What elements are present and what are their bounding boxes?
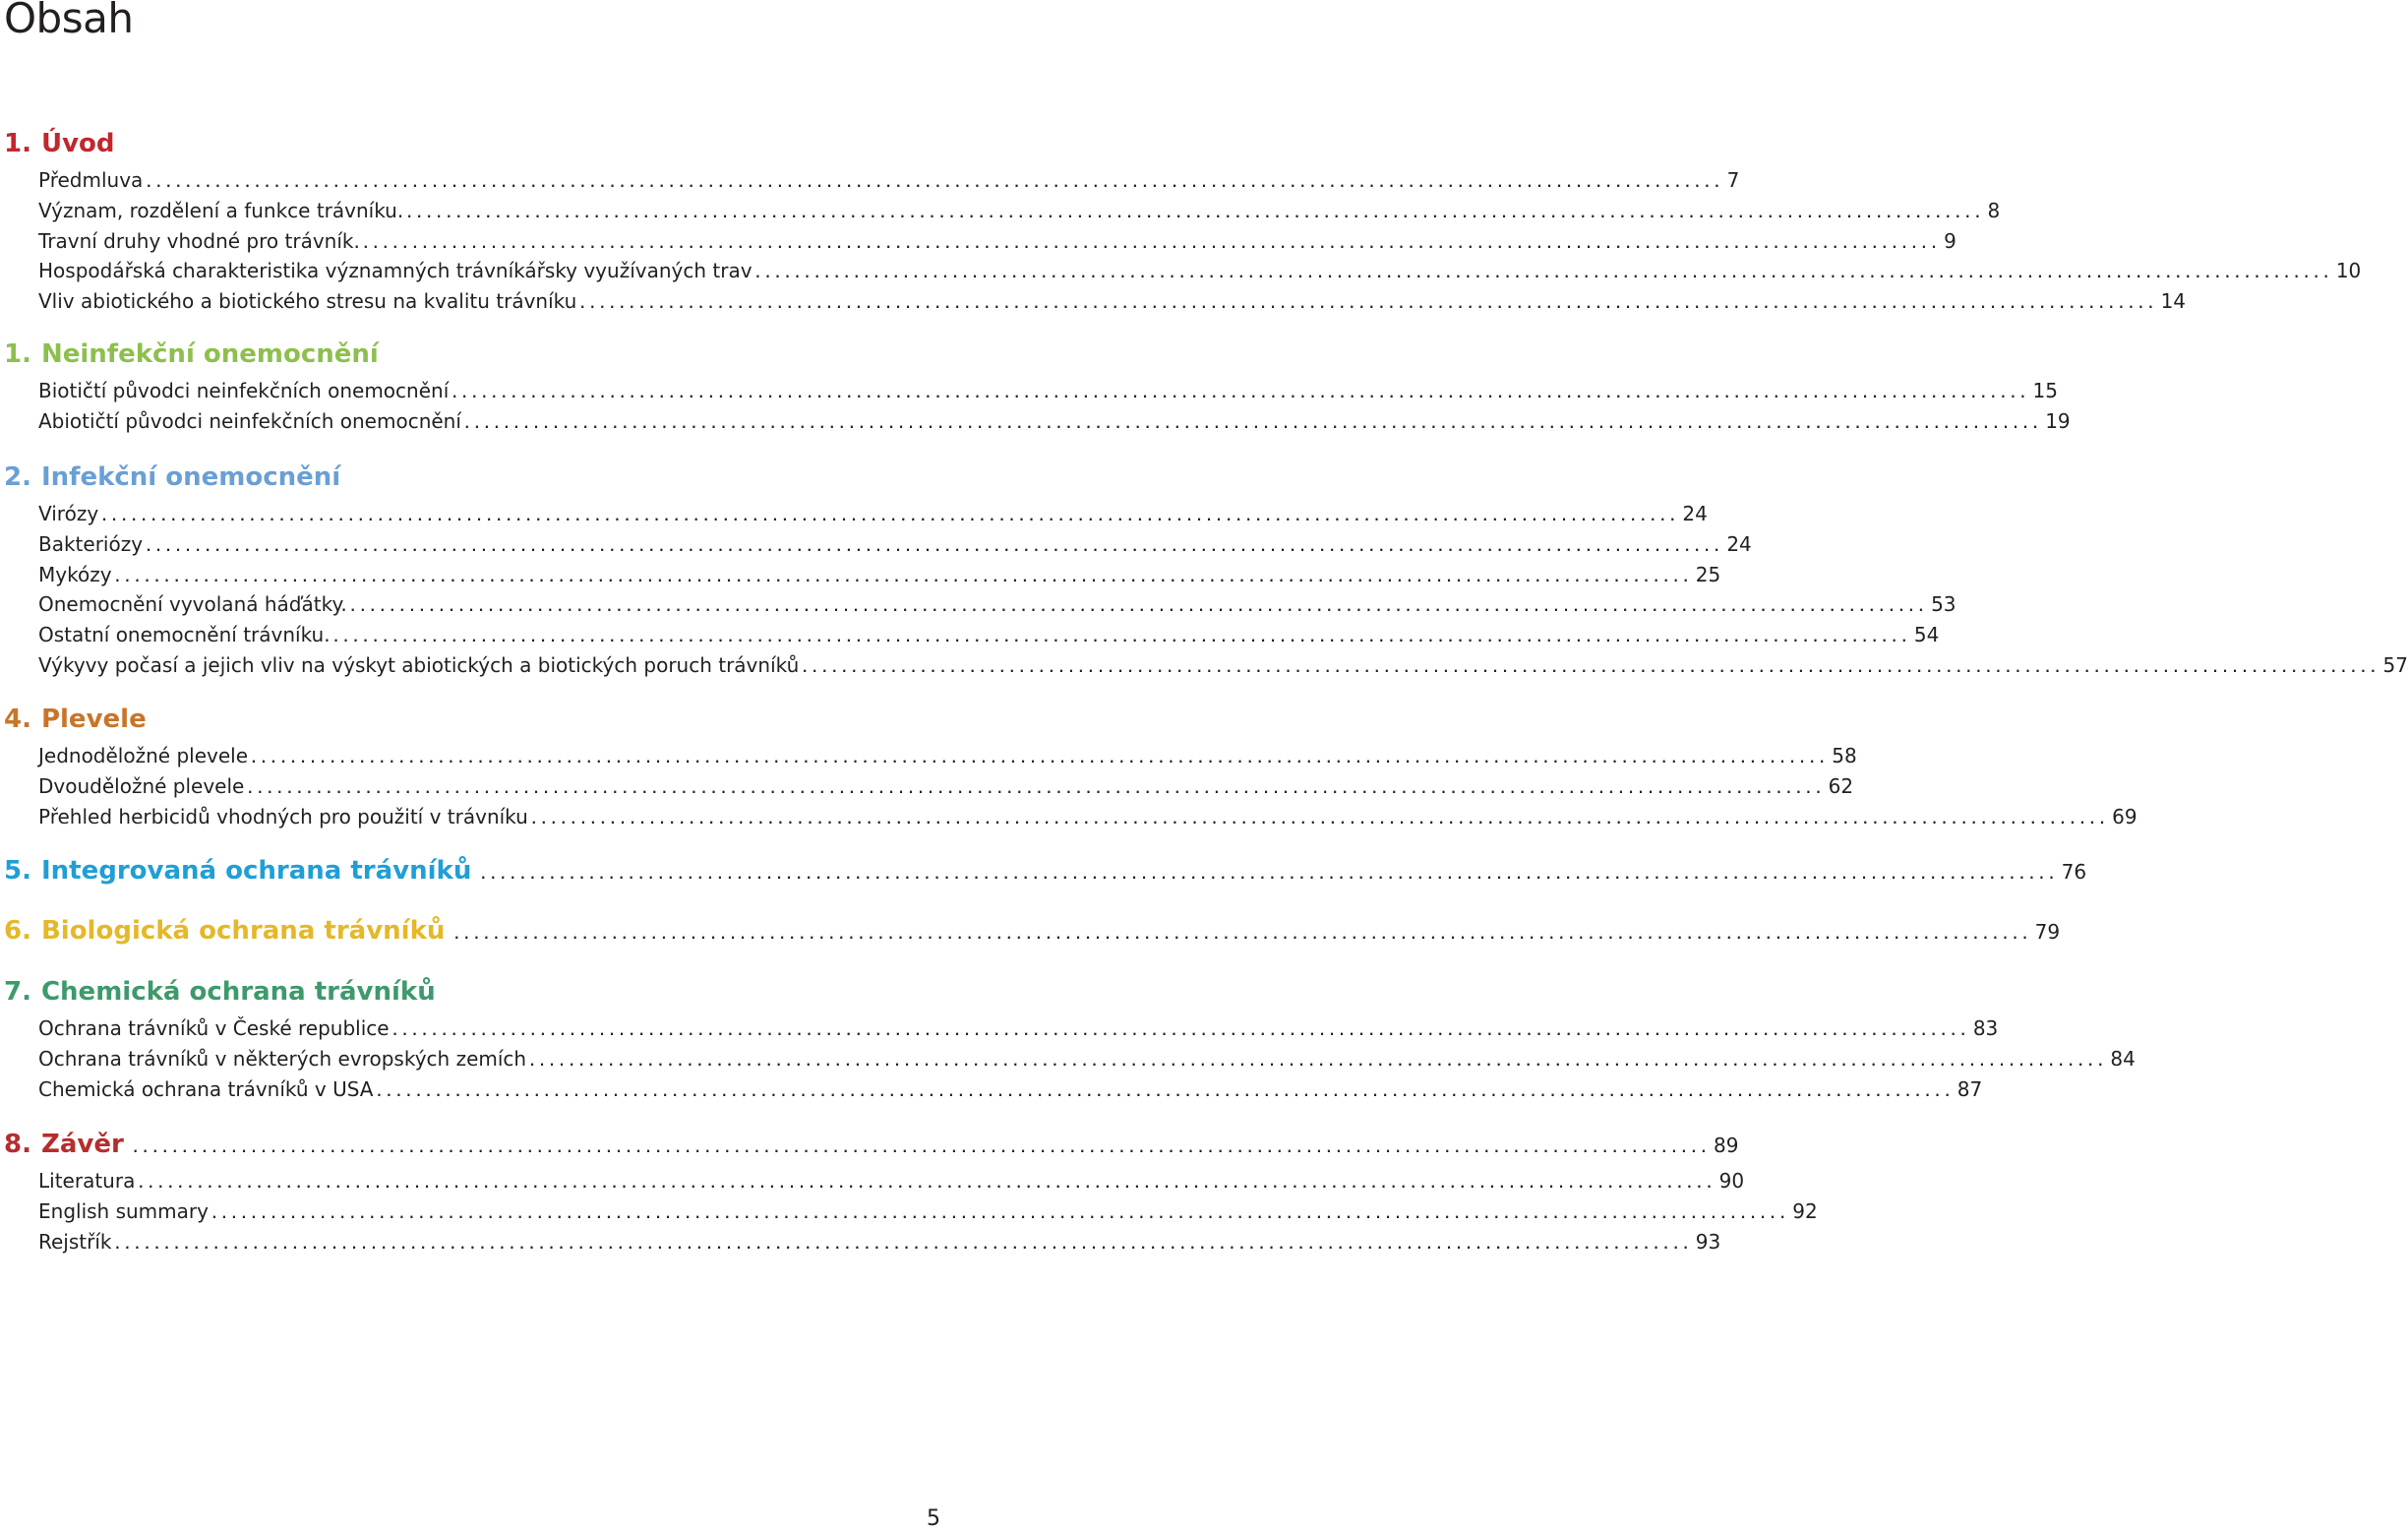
toc-entry-page-number: 90	[1718, 1169, 1745, 1193]
section-title: Biologická ochrana trávníků	[40, 916, 446, 946]
toc-entry-page-number: 25	[1695, 562, 1721, 586]
dot-leader: ................................................................................................................................................................	[100, 510, 1679, 524]
section-heading[interactable]	[4, 976, 911, 1008]
section-heading[interactable]	[4, 915, 2061, 951]
toc-entry[interactable]	[38, 773, 1854, 803]
toc-entry[interactable]	[38, 1168, 1745, 1197]
dot-leader: ................................................................................................................................................................	[145, 539, 1723, 555]
toc-entry-page-number: 24	[1682, 502, 1708, 525]
toc-entry-label: Abiotičtí původci neinfekčních onemocnění	[38, 408, 461, 433]
toc-entry-label: Ostatní onemocnění trávníku.	[38, 623, 331, 647]
section-heading[interactable]	[4, 855, 2087, 891]
section-number: 4.	[4, 705, 31, 734]
toc-entry-page-number: 87	[1956, 1076, 1983, 1101]
section-number: 6.	[4, 916, 31, 946]
section-page-number: 76	[2061, 860, 2087, 884]
toc-entry[interactable]	[38, 531, 1752, 561]
toc-entry-page-number: 69	[2112, 804, 2137, 828]
toc-entry[interactable]	[38, 1198, 1818, 1228]
toc-entry[interactable]	[38, 378, 2058, 407]
toc-entry[interactable]	[38, 198, 2001, 227]
section-number: 8.	[4, 1130, 31, 1159]
dot-leader: ................................................................................................................................................................	[145, 176, 1723, 191]
toc-entry-label: Biotičtí původci neinfekčních onemocnění	[38, 379, 450, 402]
dot-leader: ................................................................................................................................................................	[210, 1206, 1789, 1222]
toc-entry-label: Literatura	[38, 1169, 136, 1193]
dot-leader: ................................................................................................................................................................	[801, 661, 2379, 676]
toc-entry-page-number: 19	[2045, 408, 2071, 433]
dot-leader: ................................................................................................................................................................	[361, 236, 1941, 252]
section-title: Plevele	[40, 705, 147, 734]
toc-entry[interactable]	[38, 743, 1857, 772]
toc-entry-page-number: 7	[1726, 168, 1740, 192]
toc-entry-page-number: 58	[1832, 744, 1857, 767]
toc-entry-page-number: 93	[1695, 1229, 1721, 1254]
dot-leader: ................................................................................................................................................................	[405, 206, 1984, 221]
toc-entry-page-number: 92	[1792, 1198, 1818, 1223]
dot-leader: ................................................................................................................................................................	[452, 928, 2031, 943]
toc-entry-label: Mykózy	[38, 562, 112, 586]
toc-entry[interactable]	[38, 1015, 1999, 1045]
toc-entry-label: English summary	[38, 1198, 209, 1223]
dot-leader: ................................................................................................................................................................	[391, 1024, 1969, 1039]
section-heading[interactable]	[4, 128, 911, 159]
toc-entry-label: Předmluva	[38, 168, 144, 192]
section-number: 1.	[4, 129, 31, 158]
toc-entry-page-number: 10	[2335, 259, 2362, 283]
toc-entry-label: Travní druhy vhodné pro trávník.	[38, 228, 360, 253]
dot-leader: ................................................................................................................................................................	[331, 631, 1910, 646]
toc-entry-label: Výkyvy počasí a jejich vliv na výskyt abiotických a biotických poruch trávníků	[38, 653, 800, 677]
toc-entry[interactable]	[38, 408, 2071, 438]
toc-entry-page-number: 53	[1931, 592, 1956, 617]
toc-entry-page-number: 24	[1726, 531, 1752, 556]
toc-entry[interactable]	[38, 804, 2137, 833]
dot-leader: ................................................................................................................................................................	[246, 781, 1825, 797]
section-heading[interactable]	[4, 461, 911, 493]
toc-entry-label: Jednoděložné plevele	[38, 744, 248, 767]
toc-entry-label: Dvouděložné plevele	[38, 773, 245, 798]
dot-leader: ................................................................................................................................................................	[137, 1177, 1716, 1192]
dot-leader: ................................................................................................................................................................	[131, 1141, 1711, 1156]
dot-leader: ................................................................................................................................................................	[578, 297, 2157, 313]
toc-entry[interactable]	[38, 167, 1740, 197]
toc-entry-label: Onemocnění vyvolaná háďátky.	[38, 592, 347, 617]
dot-leader: ................................................................................................................................................................	[462, 416, 2042, 432]
dot-leader: ................................................................................................................................................................	[113, 570, 1692, 585]
toc-entry[interactable]	[38, 228, 1956, 258]
toc-entry-page-number: 54	[1913, 623, 1940, 647]
toc-entry-label: Virózy	[38, 502, 99, 525]
toc-entry-page-number: 14	[2160, 289, 2187, 314]
section-number: 7.	[4, 977, 31, 1007]
toc-entry-label: Ochrana trávníků v České republice	[38, 1016, 390, 1040]
dot-leader: ................................................................................................................................................................	[529, 812, 2109, 828]
toc-entry[interactable]	[38, 591, 1956, 621]
dot-leader: ................................................................................................................................................................	[113, 1237, 1692, 1253]
section-heading[interactable]	[4, 338, 911, 370]
toc-entry-page-number: 57	[2382, 653, 2408, 677]
section-heading[interactable]	[4, 1129, 1739, 1165]
toc-entry-label: Hospodářská charakteristika významných trávníkářsky využívaných trav	[38, 259, 752, 283]
toc-entry[interactable]	[38, 622, 1940, 651]
toc-entry-label: Ochrana trávníků v některých evropských zemích	[38, 1046, 527, 1071]
toc-entry[interactable]	[38, 1046, 2136, 1075]
toc-entry[interactable]	[38, 288, 2187, 318]
toc-entry-label: Chemická ochrana trávníků v USA	[38, 1076, 374, 1101]
toc-entry-page-number: 9	[1944, 228, 1956, 253]
dot-leader: ................................................................................................................................................................	[479, 868, 2058, 883]
dot-leader: ................................................................................................................................................................	[528, 1054, 2107, 1070]
toc-entry-page-number: 83	[1972, 1016, 1999, 1040]
toc-entry-page-number: 84	[2110, 1046, 2136, 1071]
dot-leader: ................................................................................................................................................................	[451, 387, 2029, 401]
section-title: Infekční onemocnění	[40, 462, 341, 492]
toc-entry-page-number: 8	[1987, 198, 2001, 222]
page-title: Obsah	[4, 0, 134, 42]
section-heading[interactable]	[4, 704, 911, 735]
section-title: Úvod	[40, 129, 115, 158]
toc-entry-label: Rejstřík	[38, 1229, 112, 1254]
section-title: Chemická ochrana trávníků	[40, 977, 436, 1007]
toc-entry[interactable]	[38, 1229, 1721, 1258]
toc-entry[interactable]	[38, 652, 2408, 682]
section-page-number: 79	[2034, 920, 2061, 944]
dot-leader: ................................................................................................................................................................	[348, 600, 1928, 616]
toc-entry[interactable]	[38, 1076, 1983, 1106]
toc-entry-label: Vliv abiotického a biotického stresu na kvalitu trávníku	[38, 289, 577, 314]
toc-entry[interactable]	[38, 562, 1721, 591]
toc-entry[interactable]	[38, 501, 1708, 530]
toc-entry-label: Význam, rozdělení a funkce trávníku.	[38, 198, 404, 222]
toc-entry-label: Bakteriózy	[38, 531, 144, 556]
section-title: Neinfekční onemocnění	[40, 339, 379, 369]
section-page-number: 89	[1714, 1134, 1739, 1157]
page-number: 5	[927, 1506, 940, 1531]
toc-entry[interactable]	[38, 258, 2362, 287]
toc-entry-label: Přehled herbicidů vhodných pro použití v trávníku	[38, 804, 528, 828]
section-number: 1.	[4, 339, 31, 369]
toc-entry-page-number: 15	[2032, 379, 2058, 402]
toc-entry-page-number: 62	[1828, 773, 1854, 798]
dot-leader: ................................................................................................................................................................	[250, 752, 1829, 766]
section-number: 5.	[4, 856, 31, 886]
dot-leader: ................................................................................................................................................................	[375, 1084, 1954, 1100]
section-title: Závěr	[40, 1130, 124, 1159]
section-title: Integrovaná ochrana trávníků	[40, 856, 472, 886]
section-number: 2.	[4, 462, 31, 492]
dot-leader: ................................................................................................................................................................	[753, 267, 2332, 282]
